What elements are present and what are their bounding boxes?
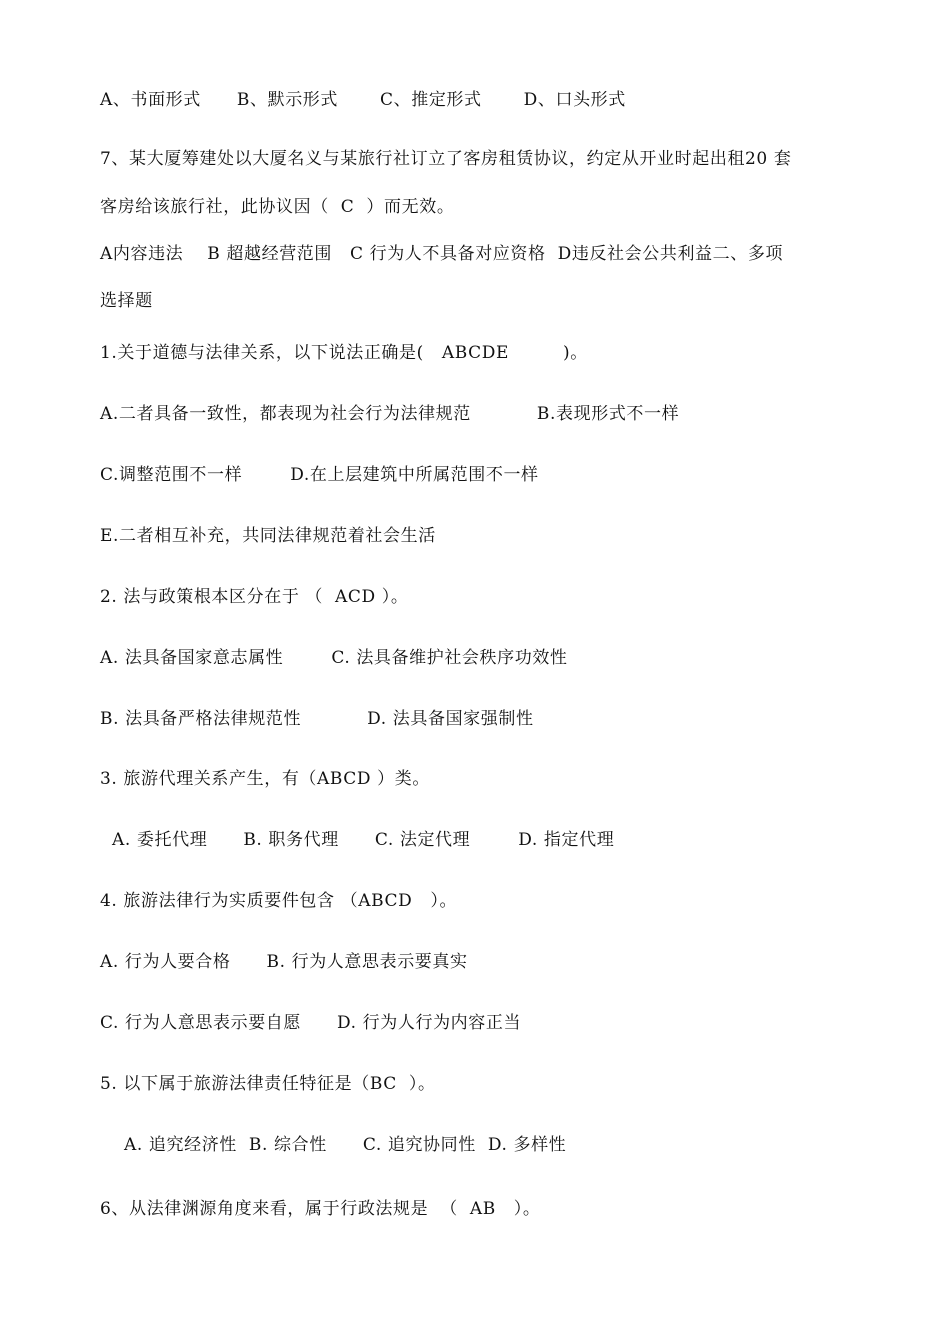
mc-question-3: 3. 旅游代理关系产生，有（ABCD ）类。 xyxy=(100,769,430,789)
mc-question-6: 6、从法律渊源角度来看，属于行政法规是 （ AB ）。 xyxy=(100,1199,541,1219)
mc-question-5: 5. 以下属于旅游法律责任特征是（BC ）。 xyxy=(100,1074,436,1094)
mc-question-4: 4. 旅游法律行为实质要件包含 （ABCD ）。 xyxy=(100,891,458,911)
mc-question-3-options: A. 委托代理 B. 职务代理 C. 法定代理 D. 指定代理 xyxy=(100,830,615,850)
mc-question-1-option-e: E.二者相互补充，共同法律规范着社会生活 xyxy=(100,526,436,546)
mc-question-1-options-cd: C.调整范围不一样 D.在上层建筑中所属范围不一样 xyxy=(100,465,539,485)
question-7-line-2: 客房给该旅行社，此协议因（ C ）而无效。 xyxy=(100,197,455,217)
section-heading-line: 选择题 xyxy=(100,291,153,311)
mc-question-1: 1.关于道德与法律关系，以下说法正确是( ABCDE )。 xyxy=(100,343,588,363)
question-7-options: A内容违法 B 超越经营范围 C 行为人不具备对应资格 D违反社会公共利益二、多项 xyxy=(100,244,784,264)
mc-question-1-options-ab: A.二者具备一致性，都表现为社会行为法律规范 B.表现形式不一样 xyxy=(100,404,680,424)
mc-question-2: 2. 法与政策根本区分在于 （ ACD ）。 xyxy=(100,587,409,607)
mc-question-2-options-ac: A. 法具备国家意志属性 C. 法具备维护社会秩序功效性 xyxy=(100,648,568,668)
mc-question-5-options: A. 追究经济性 B. 综合性 C. 追究协同性 D. 多样性 xyxy=(100,1135,567,1155)
question-7-line-1: 7、某大厦筹建处以大厦名义与某旅行社订立了客房租赁协议，约定从开业时起出租20 套 xyxy=(100,149,792,169)
mc-question-2-options-bd: B. 法具备严格法律规范性 D. 法具备国家强制性 xyxy=(100,709,534,729)
mc-question-4-options-ab: A. 行为人要合格 B. 行为人意思表示要真实 xyxy=(100,952,468,972)
answer-options-line-1: A、书面形式 B、默示形式 C、推定形式 D、口头形式 xyxy=(100,90,626,110)
mc-question-4-options-cd: C. 行为人意思表示要自愿 D. 行为人行为内容正当 xyxy=(100,1013,522,1033)
